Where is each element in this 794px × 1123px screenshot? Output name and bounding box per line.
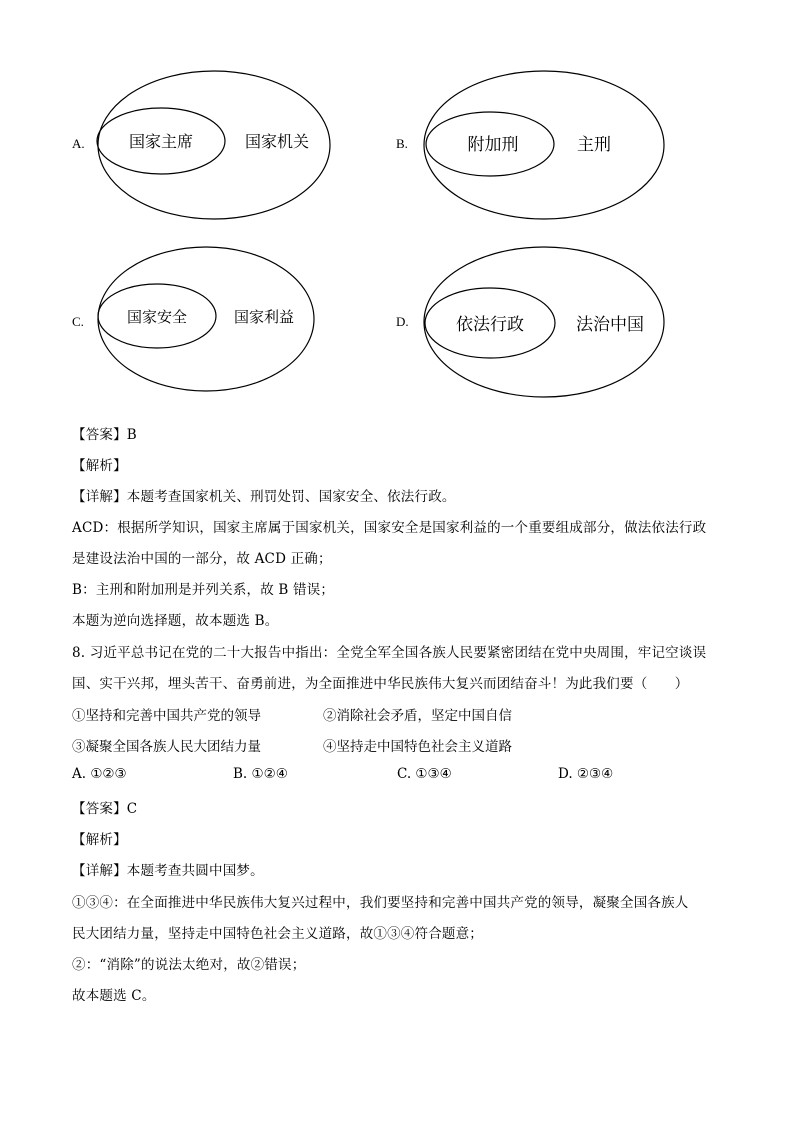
q8-stem-line-1: 8. 习近平总书记在党的二十大报告中指出：全党全军全国各族人民要紧密团结在党中央周围，牢记空谈误 [72, 645, 707, 661]
q8-explanation-line-1: ①③④：在全面推进中华民族伟大复兴过程中，我们要坚持和完善中国共产党的领导，凝聚全国各族人 [72, 895, 689, 911]
q7-analysis-heading: 【解析】 [72, 458, 127, 474]
venn-diagram-d [421, 244, 667, 404]
q8-option-d: D. ②③④ [558, 766, 614, 782]
q7-answer: 【答案】B [72, 427, 137, 443]
q8-item-2: ②消除社会矛盾，坚定中国自信 [323, 708, 512, 724]
q8-detail: 【详解】本题考查共圆中国梦。 [72, 863, 264, 879]
q8-explanation-line-3: ②：“消除”的说法太绝对，故②错误； [72, 957, 306, 973]
q7-acd-line-1: ACD：根据所学知识，国家主席属于国家机关，国家安全是国家利益的一个重要组成部分，做法依法行政 [72, 520, 707, 536]
q7-acd-line-2: 是建设法治中国的一部分，故 ACD 正确； [72, 551, 332, 567]
option-b-letter: B. [396, 136, 408, 151]
inner-label: 附加刑 [467, 135, 519, 155]
option-a-letter: A. [72, 136, 85, 151]
outer-ellipse [424, 71, 664, 219]
outer-label: 国家机关 [244, 132, 310, 151]
q8-option-c: C. ①③④ [397, 766, 452, 782]
q7-b-line: B：主刑和附加刑是并列关系，故 B 错误； [72, 582, 335, 598]
q7-conclusion: 本题为逆向选择题，故本题选 B。 [72, 613, 279, 629]
inner-label: 国家安全 [126, 308, 188, 326]
outer-label: 国家利益 [233, 308, 295, 326]
venn-diagram-a [94, 68, 334, 227]
q8-conclusion: 故本题选 C。 [72, 988, 156, 1004]
q8-answer: 【答案】C [72, 801, 138, 817]
q8-item-3: ③凝聚全国各族人民大团结力量 [72, 739, 261, 755]
q8-option-a: A. ①②③ [72, 766, 127, 782]
option-d-letter: D. [396, 314, 409, 329]
venn-diagram-b [421, 68, 667, 227]
q8-option-b: B. ①②④ [233, 766, 288, 782]
outer-label: 法治中国 [576, 315, 644, 335]
q8-item-1: ①坚持和完善中国共产党的领导 [72, 708, 261, 724]
inner-label: 依法行政 [456, 315, 524, 335]
q8-explanation-line-2: 民大团结力量，坚持走中国特色社会主义道路，故①③④符合题意； [72, 926, 483, 942]
q8-analysis-heading: 【解析】 [72, 832, 127, 848]
option-c-letter: C. [72, 314, 84, 329]
q8-item-4: ④坚持走中国特色社会主义道路 [323, 739, 512, 755]
q7-detail: 【详解】本题考查国家机关、刑罚处罚、国家安全、依法行政。 [72, 489, 456, 505]
outer-label: 主刑 [577, 135, 611, 155]
q8-stem-line-2: 国、实干兴邦，埋头苦干、奋勇前进，为全面推进中华民族伟大复兴而团结奋斗！为此我们要（ ） [72, 676, 689, 692]
venn-diagram-c [94, 244, 318, 398]
inner-label: 国家主席 [128, 132, 194, 151]
